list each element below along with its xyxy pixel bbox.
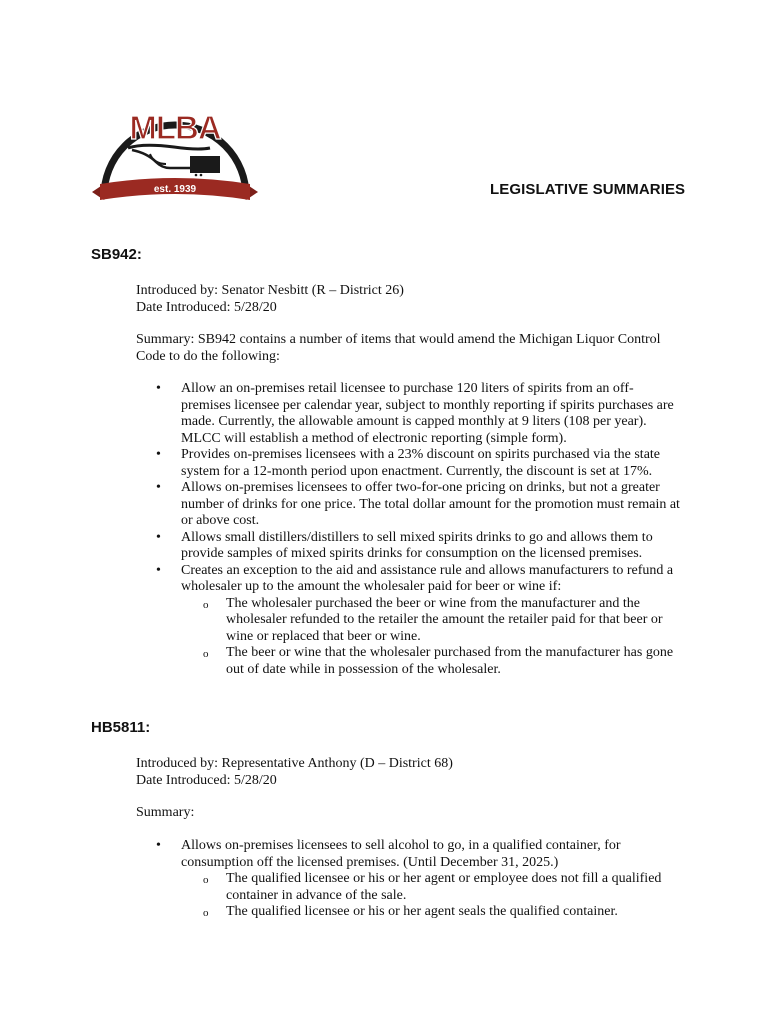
introduced-by: Introduced by: Representative Anthony (D – District 68)	[136, 756, 453, 771]
sub-list-item: o The qualified licensee or his or her agent or employee does not fill a qualified container in advance of the sale.	[181, 871, 681, 904]
sub-list-item: o The beer or wine that the wholesaler purchased from the manufacturer has gone out of date while in possession of the wholesaler.	[181, 645, 681, 678]
list-item: • Allows on-premises licensees to offer two-for-one pricing on drinks, but not a greater number of drinks for one price. The total dollar amount for the promotion must remain at or above cost.	[136, 480, 681, 530]
list-item: • Creates an exception to the aid and assistance rule and allows manufacturers to refund a wholesaler up to the amount the wholesaler paid for beer or wine if: o The wholesaler purchased the beer or wine from the manufacturer and the wholesaler refunded to the retailer the amount the retailer paid for that beer or wine or replaced that beer or wine. o The beer or wine that the wholesaler purchased from the manufacturer has gone out of date while in possession of the wholesaler.	[136, 563, 681, 679]
server-tray-icon	[128, 145, 220, 176]
document-title: LEGISLATIVE SUMMARIES	[490, 181, 686, 198]
logo-established: est. 1939	[153, 184, 197, 195]
bill-heading: HB5811:	[91, 719, 151, 736]
logo-wordmark: MLBA	[129, 109, 221, 146]
mlba-logo	[90, 92, 260, 208]
date-introduced: Date Introduced: 5/28/20	[136, 772, 277, 788]
list-item: • Allow an on-premises retail licensee to purchase 120 liters of spirits from an off-premises licensee per calendar year, subject to monthly reporting if spirits purchases are made. Currently, the allowable amount is capped monthly at 9 liters (108 per year). MLCC will establish a method of electronic reporting (simple form).	[136, 381, 681, 447]
bill-meta	[136, 756, 453, 789]
sub-list	[181, 596, 681, 679]
list-item: • Provides on-premises licensees with a 23% discount on spirits purchased via the state system for a 12-month period upon enactment. Currently, the discount is set at 17%.	[136, 447, 681, 480]
bill-summary: Summary:	[136, 805, 195, 820]
provision-list	[136, 838, 681, 921]
list-item: • Allows on-premises licensees to sell alcohol to go, in a qualified container, for consumption off the licensed premises. (Until December 31, 2025.) o The qualified licensee or his or her agent or employee does not fill a qualified container in advance of the sale. o The qualified licensee or his or her agent seals the qualified container.	[136, 838, 681, 921]
introduced-by: Introduced by: Senator Nesbitt (R – District 26)	[136, 283, 404, 298]
list-item: • Allows small distillers/distillers to sell mixed spirits drinks to go and allows them to provide samples of mixed spirits drinks for consumption on the licensed premises.	[136, 530, 681, 563]
bill-summary: Summary: SB942 contains a number of items that would amend the Michigan Liquor Control Code to do the following:	[136, 332, 661, 364]
sub-list	[181, 871, 681, 921]
bill-heading: SB942:	[91, 246, 142, 263]
bill-meta	[136, 283, 404, 316]
date-introduced: Date Introduced: 5/28/20	[136, 299, 277, 315]
sub-list-item: o The qualified licensee or his or her agent seals the qualified container.	[181, 904, 681, 921]
provision-list	[136, 381, 681, 678]
sub-list-item: o The wholesaler purchased the beer or wine from the manufacturer and the wholesaler refunded to the retailer the amount the retailer paid for that beer or wine or replaced that beer or wine.	[181, 596, 681, 646]
